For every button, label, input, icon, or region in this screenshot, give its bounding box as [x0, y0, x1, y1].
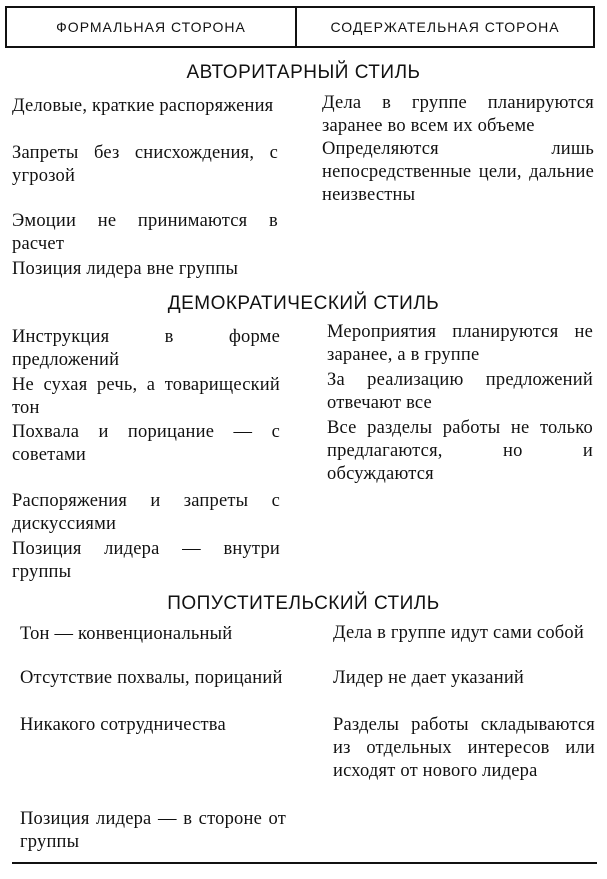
table-header: [5, 6, 595, 48]
section-title-authoritarian: АВТОРИТАРНЫЙ СТИЛЬ: [186, 62, 421, 83]
content-item: Лидер не дает указаний: [333, 668, 525, 688]
header-formal-side: ФОРМАЛЬНАЯ СТОРОНА: [7, 8, 297, 46]
content-item: Определяются лишь непосредственные цели, дальние неизвестны: [322, 139, 594, 205]
formal-item: Никакого сотрудничества: [20, 715, 226, 735]
formal-item: Эмоции не принимаются в расчет: [12, 211, 278, 254]
section-title-democratic: ДЕМОКРАТИЧЕСКИЙ СТИЛЬ: [167, 293, 440, 314]
formal-item: Тон — конвенциональный: [20, 624, 233, 644]
bottom-rule: [12, 862, 597, 864]
content-item: Дела в группе идут сами собой: [333, 623, 584, 643]
formal-item: Похвала и порицание — с советами: [12, 422, 280, 465]
content-item: Разделы работы складываются из отдельных интересов или исходят от нового лидера: [333, 715, 595, 781]
content-item: Мероприятия планируются не заранее, а в группе: [327, 322, 593, 365]
section-title-permissive: ПОПУСТИТЕЛЬСКИЙ СТИЛЬ: [167, 593, 440, 614]
formal-item: Позиция лидера — в стороне от группы: [20, 809, 286, 852]
formal-item: Запреты без снисхождения, с угрозой: [12, 143, 278, 186]
formal-item: Позиция лидера — внутри группы: [12, 539, 280, 582]
formal-item: Не сухая речь, а товарищеский тон: [12, 375, 280, 418]
formal-item: Распоряжения и запреты с дискуссиями: [12, 491, 280, 534]
formal-item: Деловые, краткие распоряжения: [12, 96, 274, 116]
formal-item: Инструкция в форме предложений: [12, 327, 280, 370]
formal-item: Позиция лидера вне группы: [12, 259, 239, 279]
content-item: За реализацию предложений отвечают все: [327, 370, 593, 413]
formal-item: Отсутствие похвалы, порицаний: [20, 668, 283, 688]
header-content-side: СОДЕРЖАТЕЛЬНАЯ СТОРОНА: [330, 19, 560, 35]
content-item: Все разделы работы не только предлагаются, но и обсуждаются: [327, 418, 593, 484]
content-item: Дела в группе планируются заранее во всем их объеме: [322, 93, 594, 136]
